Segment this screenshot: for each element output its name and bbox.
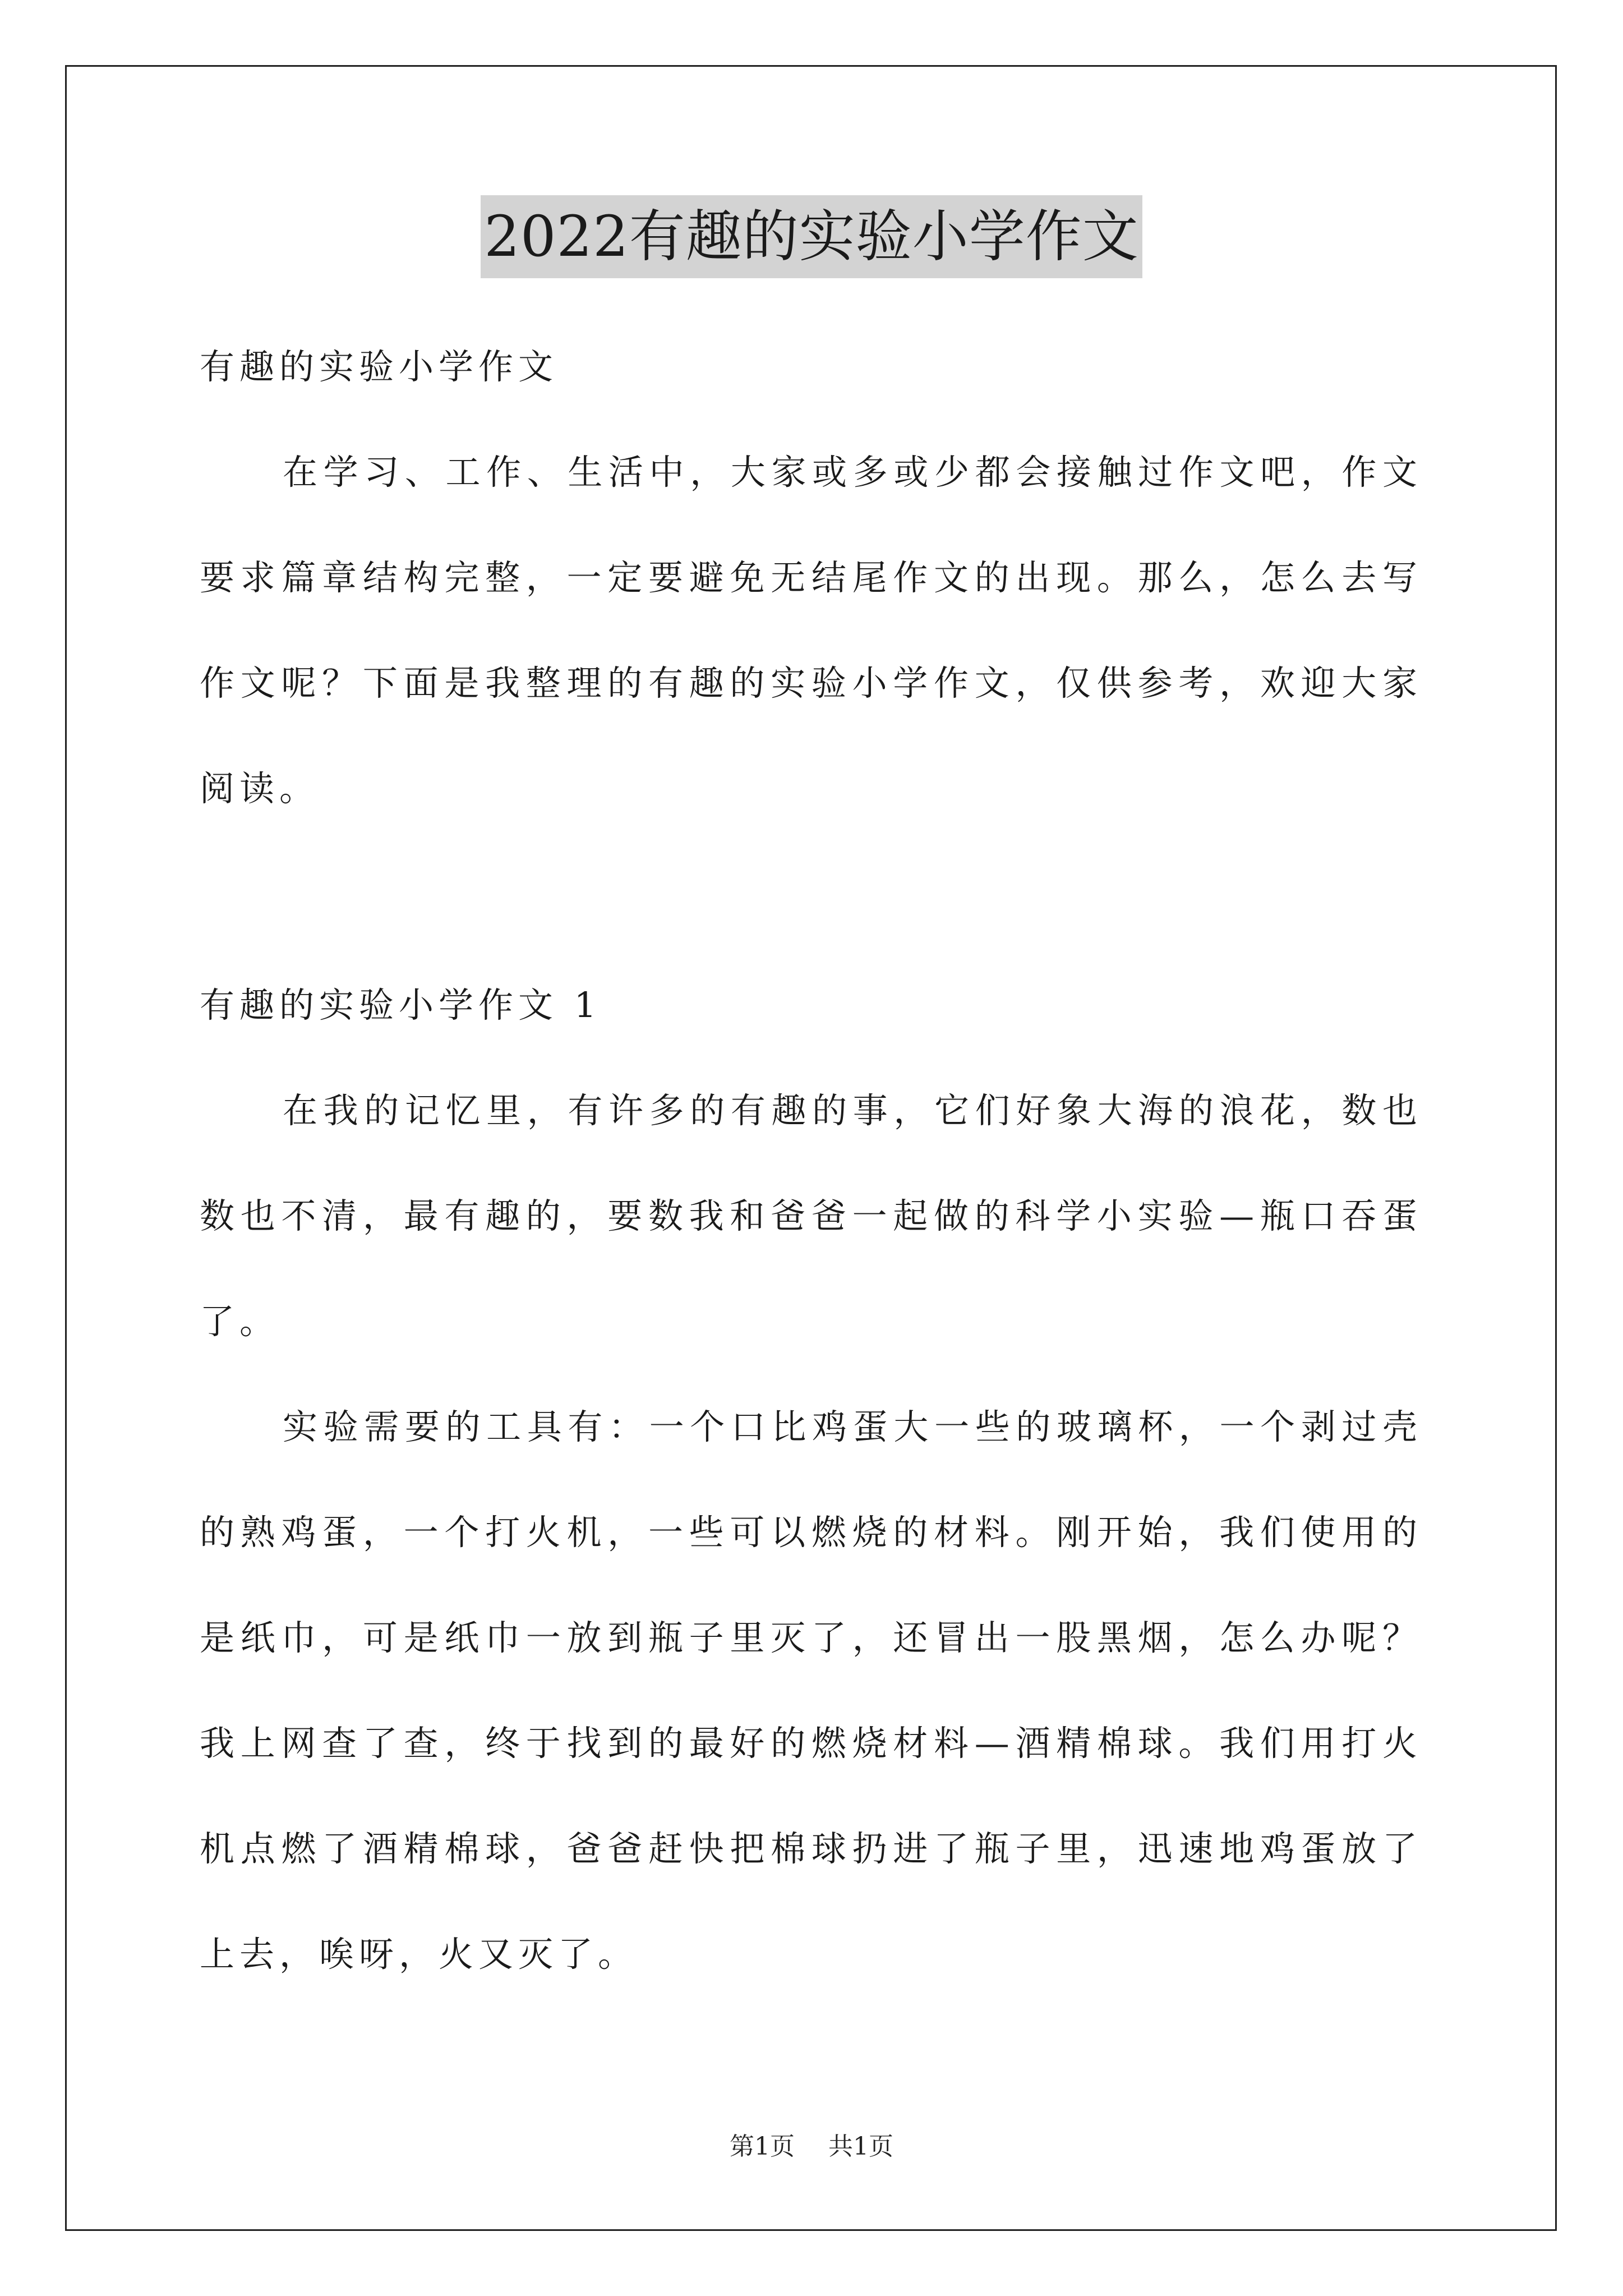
intro-paragraph: 在学习、工作、生活中，大家或多或少都会接触过作文吧，作文要求篇章结构完整，一定要避免无结尾作文的出现。那么，怎么去写作文呢？下面是我整理的有趣的实验小学作文，仅供参考，欢迎大家阅读。 <box>200 452 1422 809</box>
document-body <box>200 314 1422 2007</box>
page-number: 第1页 <box>730 2132 795 2161</box>
intro-heading: 有趣的实验小学作文 <box>200 346 559 387</box>
body-paragraph: 在我的记忆里，有许多的有趣的事，它们好象大海的浪花，数也数也不清，最有趣的，要数我和爸爸一起做的科学小实验—瓶口吞蛋了。 <box>200 1090 1422 1342</box>
page-footer <box>0 2126 1623 2162</box>
section-heading: 有趣的实验小学作文 1 <box>200 984 602 1025</box>
title-container <box>0 195 1623 278</box>
page-total: 共1页 <box>828 2132 893 2161</box>
body-paragraph: 实验需要的工具有：一个口比鸡蛋大一些的玻璃杯，一个剥过壳的熟鸡蛋，一个打火机，一些可以燃烧的材料。刚开始，我们使用的是纸巾，可是纸巾一放到瓶子里灭了，还冒出一股黑烟，怎么办呢？我上网查了查，终于找到的最好的燃烧材料—酒精棉球。我们用打火机点燃了酒精棉球，爸爸赶快把棉球扔进了瓶子里，迅速地鸡蛋放了上去，唉呀，火又灭了。 <box>200 1406 1422 1975</box>
document-title: 2022有趣的实验小学作文 <box>481 195 1142 278</box>
